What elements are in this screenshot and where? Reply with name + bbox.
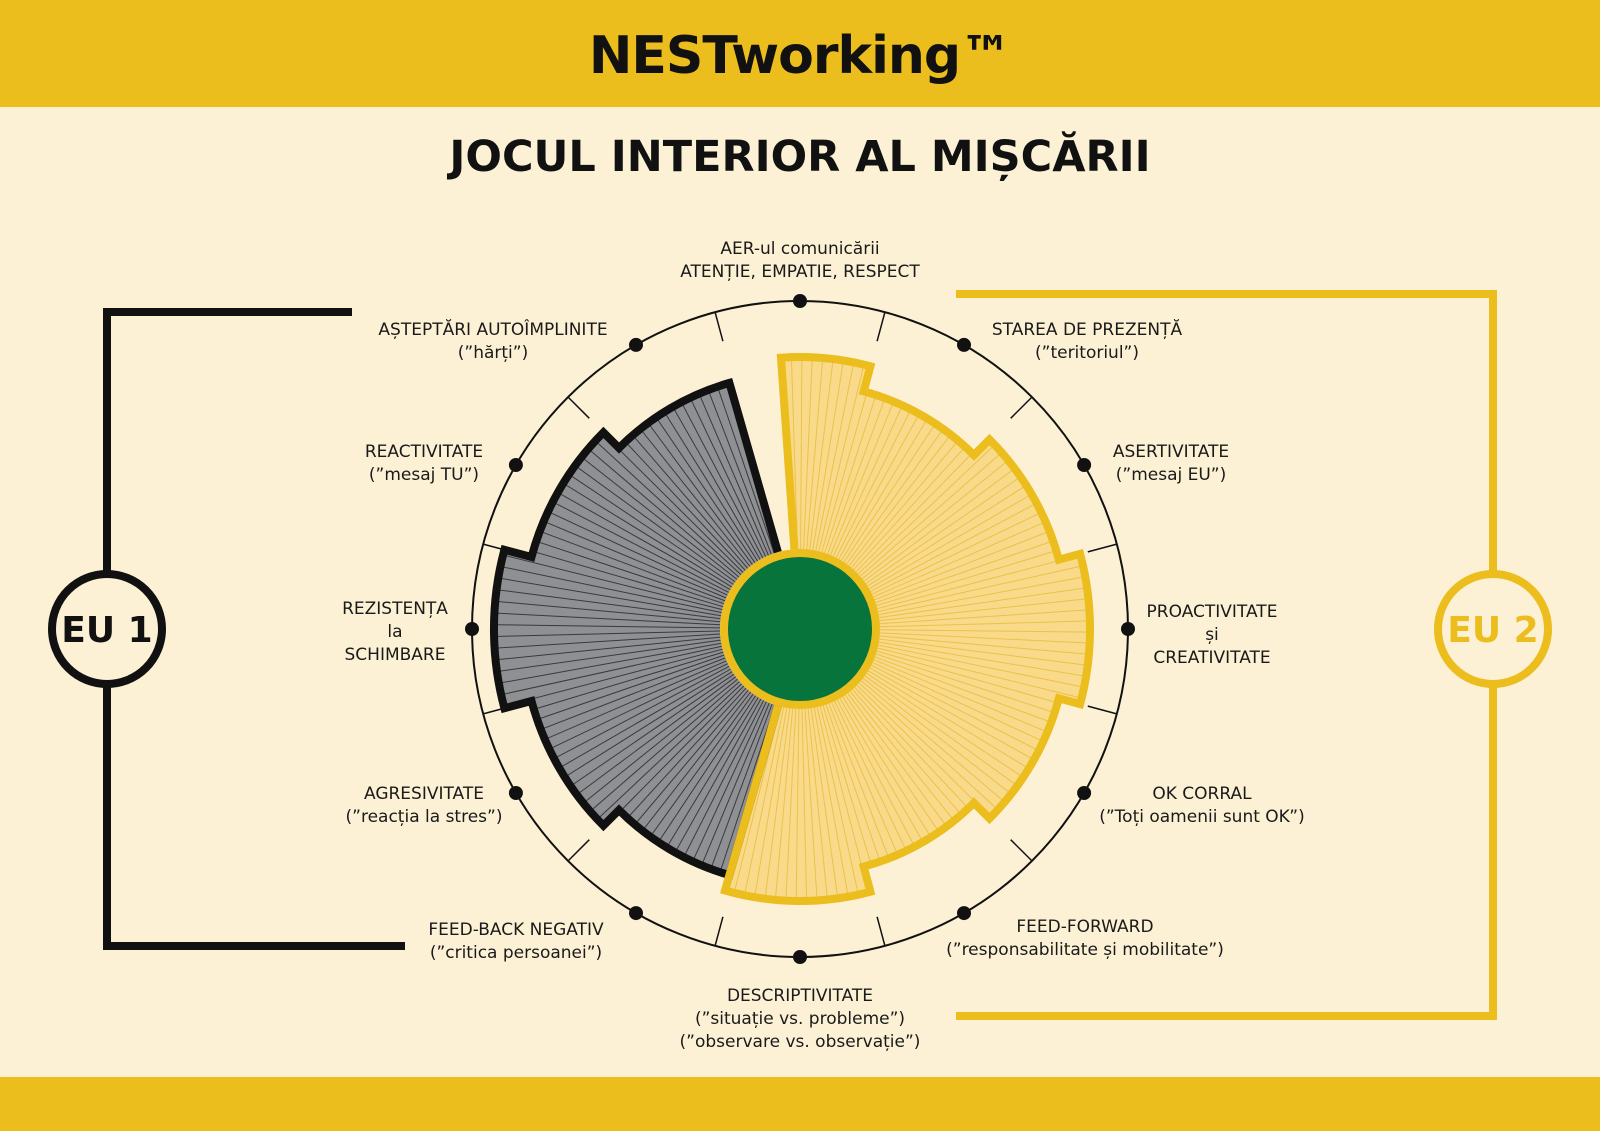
svg-text:(”teritoriul”): (”teritoriul”): [1035, 343, 1139, 363]
svg-text:AER-ul comunicării: AER-ul comunicării: [720, 239, 880, 259]
svg-text:la: la: [387, 622, 403, 642]
svg-text:OK CORRAL: OK CORRAL: [1152, 784, 1252, 804]
ring-dot: [509, 458, 523, 472]
svg-text:REACTIVITATE: REACTIVITATE: [364, 442, 484, 462]
ring-tick: [877, 312, 885, 341]
svg-text:(”critica persoanei”): (”critica persoanei”): [429, 943, 603, 963]
svg-text:ATENȚIE, EMPATIE, RESPECT: ATENȚIE, EMPATIE, RESPECT: [680, 262, 920, 282]
svg-text:FEED-BACK NEGATIV: FEED-BACK NEGATIV: [428, 920, 604, 940]
ring-dot: [1121, 622, 1135, 636]
svg-text:(”Toți oamenii sunt OK”): (”Toți oamenii sunt OK”): [1099, 807, 1305, 827]
ring-tick: [715, 917, 723, 946]
svg-text:(”responsabilitate și mobilita: (”responsabilitate și mobilitate”): [946, 940, 1224, 960]
svg-text:DESCRIPTIVITATE: DESCRIPTIVITATE: [726, 986, 874, 1006]
label-ok-corral: [1099, 784, 1305, 827]
ring-dot: [465, 622, 479, 636]
label-asteptari: [378, 318, 607, 363]
svg-text:PROACTIVITATE: PROACTIVITATE: [1146, 602, 1278, 622]
ring-dot: [629, 906, 643, 920]
label-starea-de-prezenta: [992, 318, 1183, 363]
svg-text:(”situație vs. probleme”): (”situație vs. probleme”): [694, 1009, 906, 1029]
ring-dot: [793, 294, 807, 308]
ring-tick: [568, 840, 589, 861]
label-agresivitate: [346, 784, 503, 827]
svg-text:AȘTEPTĂRI AUTOÎMPLINITE: AȘTEPTĂRI AUTOÎMPLINITE: [378, 320, 608, 340]
ring-dot: [509, 786, 523, 800]
eu1-label: EU 1: [61, 610, 153, 651]
svg-text:(”mesaj EU”): (”mesaj EU”): [1115, 465, 1227, 485]
label-reactivitate: [365, 442, 483, 485]
core-circle: [724, 553, 876, 705]
label-feed-forward: [946, 917, 1224, 960]
ring-tick: [715, 312, 723, 341]
ring-tick: [877, 917, 885, 946]
label-asertivitate: [1113, 442, 1229, 485]
svg-text:ASERTIVITATE: ASERTIVITATE: [1112, 442, 1230, 462]
svg-text:și: și: [1205, 625, 1219, 645]
ring-dot: [793, 950, 807, 964]
svg-text:SCHIMBARE: SCHIMBARE: [344, 645, 446, 665]
svg-text:AGRESIVITATE: AGRESIVITATE: [363, 784, 485, 804]
svg-text:(”hărți”): (”hărți”): [457, 343, 529, 363]
svg-text:REZISTENȚA: REZISTENȚA: [342, 599, 448, 619]
footer-band: [0, 1077, 1600, 1131]
label-proactivitate: [1147, 602, 1278, 668]
svg-text:(”observare vs. observație”): (”observare vs. observație”): [679, 1032, 921, 1052]
ring-dot: [1077, 786, 1091, 800]
svg-text:CREATIVITATE: CREATIVITATE: [1153, 648, 1271, 668]
page-title: JOCUL INTERIOR AL MIȘCĂRII: [449, 132, 1151, 182]
svg-text:FEED-FORWARD: FEED-FORWARD: [1016, 917, 1154, 937]
ring-dot: [1077, 458, 1091, 472]
ring-tick: [1011, 397, 1032, 418]
svg-text:STAREA DE PREZENȚĂ: STAREA DE PREZENȚĂ: [991, 320, 1183, 340]
ring-tick: [1088, 706, 1117, 714]
ring-dot: [957, 338, 971, 352]
svg-text:(”mesaj TU”): (”mesaj TU”): [368, 465, 480, 485]
ring-tick: [568, 397, 589, 418]
label-rezistenta: [342, 599, 448, 665]
label-feedback-negativ: [428, 920, 604, 963]
brand-title: NESTworking™: [588, 25, 1012, 86]
label-aer: [680, 239, 920, 282]
ring-tick: [1011, 840, 1032, 861]
svg-text:(”reacția la stres”): (”reacția la stres”): [345, 807, 503, 827]
eu2-label: EU 2: [1447, 610, 1539, 651]
ring-tick: [1088, 544, 1117, 552]
ring-dot: [629, 338, 643, 352]
label-descriptivitate: [680, 986, 921, 1052]
ring-dot: [957, 906, 971, 920]
